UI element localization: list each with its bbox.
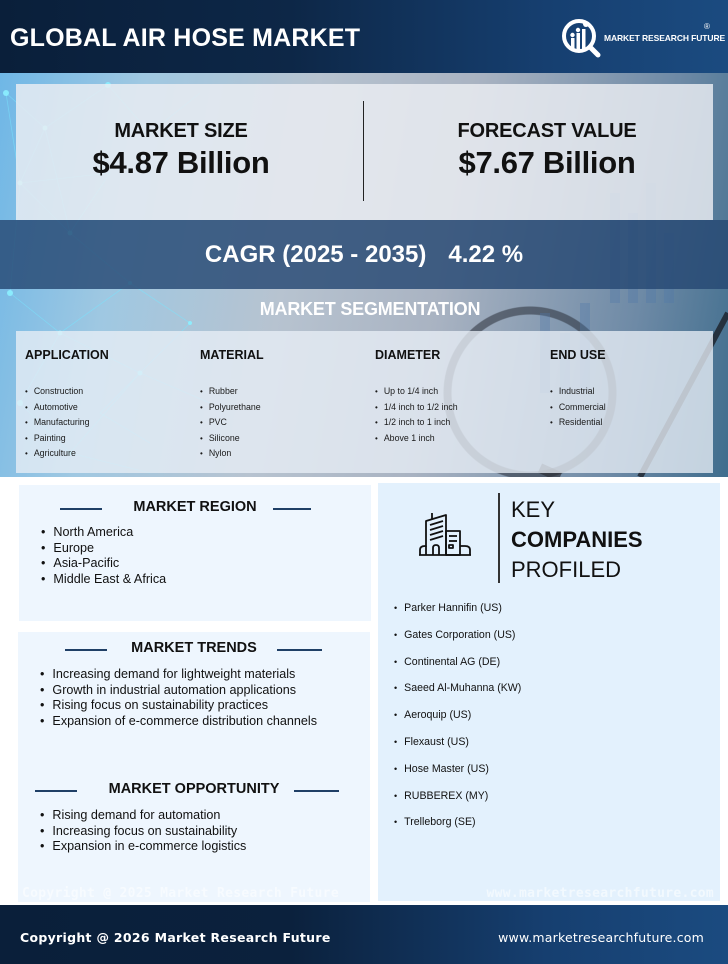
- segment-diameter: [375, 348, 545, 446]
- heading-key: KEY: [511, 497, 556, 522]
- brand-name: MARKET RESEARCH FUTURE: [604, 33, 726, 43]
- building-icon: [418, 507, 472, 561]
- header-bar: [0, 0, 728, 73]
- opportunity-list: [40, 808, 246, 855]
- segment-end-use: [550, 348, 720, 431]
- forecast-value-amount: $7.67 Billion: [458, 145, 636, 180]
- segment-item: • Agriculture: [25, 446, 195, 462]
- market-size-value: $4.87 Billion: [92, 145, 270, 180]
- region-item: • Europe: [41, 541, 166, 557]
- header-rule-right: [273, 508, 311, 510]
- stats-divider: [363, 101, 364, 201]
- opportunity-item: • Expansion in e-commerce logistics: [40, 839, 246, 855]
- heading-profiled: PROFILED: [511, 557, 622, 582]
- company-item: • Continental AG (DE): [394, 654, 521, 681]
- region-item: • North America: [41, 525, 166, 541]
- market-size-stat: [16, 120, 346, 181]
- key-companies-heading: [511, 495, 643, 585]
- market-opportunity-title: MARKET OPPORTUNITY: [108, 781, 280, 797]
- market-region-panel: [19, 485, 371, 621]
- copyright-watermark: Copyright @ 2025 Market Research Future: [22, 886, 339, 901]
- cagr-label: CAGR (2025 - 2035): [204, 240, 427, 268]
- segment-item: • Painting: [25, 431, 195, 447]
- segment-item: • PVC: [200, 415, 370, 431]
- website-watermark: www.marketresearchfuture.com: [486, 886, 714, 901]
- segment-item: • Rubber: [200, 384, 370, 400]
- companies-list: [394, 600, 521, 841]
- segment-item: • Up to 1/4 inch: [375, 384, 545, 400]
- segment-item: • Commercial: [550, 400, 720, 416]
- company-item: • Hose Master (US): [394, 761, 521, 788]
- segment-heading: DIAMETER: [375, 348, 441, 362]
- opportunity-item: • Increasing focus on sustainability: [40, 824, 246, 840]
- hero-section: [0, 73, 728, 477]
- forecast-value-label: FORECAST VALUE: [457, 120, 637, 142]
- companies-divider: [498, 493, 500, 583]
- header-rule-right: [277, 649, 322, 651]
- cagr-band: [0, 220, 728, 289]
- segment-application: [25, 348, 195, 462]
- market-region-title: MARKET REGION: [133, 499, 257, 515]
- segment-item: • Nylon: [200, 446, 370, 462]
- segment-item: • Silicone: [200, 431, 370, 447]
- segment-heading: MATERIAL: [200, 348, 264, 362]
- company-item: • Parker Hannifin (US): [394, 600, 521, 627]
- registered-mark: ®: [704, 22, 710, 31]
- footer-bar: [0, 905, 728, 964]
- market-region-header: [19, 499, 371, 519]
- footer-website-link[interactable]: www.marketresearchfuture.com: [498, 930, 704, 945]
- cagr-value: 4.22 %: [448, 240, 524, 268]
- market-opportunity-header: [18, 781, 370, 801]
- brand-logo[interactable]: [560, 16, 726, 60]
- heading-companies: COMPANIES: [511, 527, 643, 552]
- market-trends-header: [18, 640, 370, 660]
- trend-item: • Rising focus on sustainability practices: [40, 698, 317, 714]
- region-list: [41, 525, 166, 587]
- segment-item: • Above 1 inch: [375, 431, 545, 447]
- segment-heading: END USE: [550, 348, 606, 362]
- key-companies-panel: [378, 483, 720, 901]
- segment-item: • Automotive: [25, 400, 195, 416]
- footer-copyright: Copyright @ 2026 Market Research Future: [20, 930, 331, 945]
- market-stats-panel: [16, 84, 713, 220]
- segmentation-title: MARKET SEGMENTATION: [259, 299, 481, 319]
- company-item: • RUBBEREX (MY): [394, 788, 521, 815]
- company-item: • Flexaust (US): [394, 734, 521, 761]
- page-title: GLOBAL AIR HOSE MARKET: [10, 24, 361, 52]
- trend-item: • Expansion of e-commerce distribution channels: [40, 714, 317, 730]
- company-item: • Trelleborg (SE): [394, 814, 521, 841]
- region-item: • Asia-Pacific: [41, 556, 166, 572]
- segment-item: • Polyurethane: [200, 400, 370, 416]
- segment-item: • 1/2 inch to 1 inch: [375, 415, 545, 431]
- market-trends-title: MARKET TRENDS: [131, 640, 257, 656]
- market-trends-panel: [18, 632, 370, 902]
- header-rule-right: [294, 790, 339, 792]
- trends-list: [40, 667, 317, 729]
- magnifier-chart-logo-icon: [560, 16, 604, 60]
- opportunity-item: • Rising demand for automation: [40, 808, 246, 824]
- segmentation-panel: [16, 331, 713, 473]
- segment-material: [200, 348, 370, 462]
- segment-item: • Construction: [25, 384, 195, 400]
- segment-item: • Manufacturing: [25, 415, 195, 431]
- region-item: • Middle East & Africa: [41, 572, 166, 588]
- company-item: • Aeroquip (US): [394, 707, 521, 734]
- trend-item: • Growth in industrial automation applications: [40, 683, 317, 699]
- segment-heading: APPLICATION: [25, 348, 109, 362]
- trend-item: • Increasing demand for lightweight materials: [40, 667, 317, 683]
- segment-item: • Industrial: [550, 384, 720, 400]
- market-size-label: MARKET SIZE: [114, 120, 248, 142]
- segment-item: • 1/4 inch to 1/2 inch: [375, 400, 545, 416]
- company-item: • Saeed Al-Muhanna (KW): [394, 680, 521, 707]
- forecast-value-stat: [382, 120, 712, 181]
- segment-item: • Residential: [550, 415, 720, 431]
- company-item: • Gates Corporation (US): [394, 627, 521, 654]
